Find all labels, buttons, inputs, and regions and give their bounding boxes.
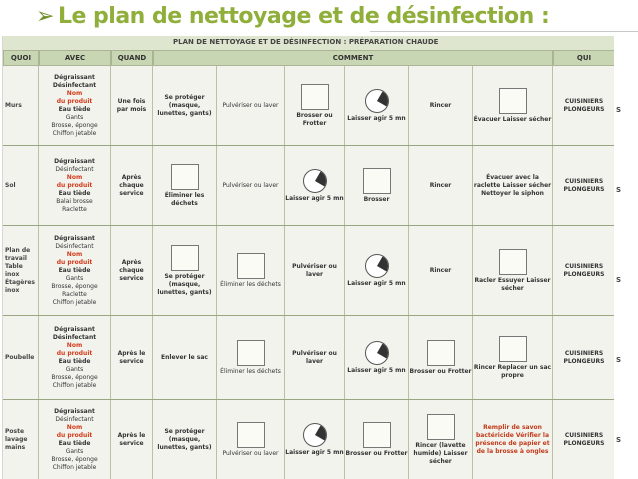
step-wait: Laisser agir 5 mn	[285, 146, 345, 225]
step-scrub: Brosser ou Frotter	[409, 316, 473, 399]
cleaning-plan-table	[2, 36, 615, 479]
sponge-icon	[427, 414, 455, 440]
row-qui: CUISINIERS PLONGEURS	[563, 349, 605, 365]
wall-scrub-icon	[301, 84, 329, 110]
row-qui: CUISINIERS PLONGEURS	[563, 262, 605, 278]
step-finish: Remplir de savon bactéricide Vérifier la présence de papier et de la brosse à ongles	[473, 400, 553, 479]
edge-letter: S	[616, 186, 622, 194]
timer-icon	[303, 423, 327, 447]
row-quoi: Sol	[3, 146, 39, 225]
row-qui: CUISINIERS PLONGEURS	[563, 97, 605, 113]
row-avec: Dégraissant Désinfectant Nom du produit Eau tiède Gants Brosse, éponge Raclette Chiffon jetable	[39, 226, 111, 315]
step-wait: Laisser agir 5 mn	[285, 400, 345, 479]
trash-icon	[237, 253, 265, 279]
step-discard: Éliminer les déchets	[217, 316, 285, 399]
step-remove-bag: Enlever le sac	[153, 316, 217, 399]
row-quand: Après le service	[111, 316, 153, 399]
edge-letter: S	[616, 106, 622, 114]
row-quand: Après le service	[111, 400, 153, 479]
bin-scrub-icon	[427, 340, 455, 366]
column-header-qui: QUI	[553, 50, 615, 66]
table-row	[3, 66, 615, 146]
step-spray: Pulvériser ou laver	[285, 226, 345, 315]
row-qui: CUISINIERS PLONGEURS	[563, 177, 605, 193]
table-row	[3, 400, 615, 479]
row-quoi: Murs	[3, 66, 39, 145]
row-quand: Après chaque service	[111, 226, 153, 315]
row-quoi: Plan de travail Table inox Étagères inox	[3, 226, 39, 315]
scraper-icon	[499, 249, 527, 275]
table-title: PLAN DE NETTOYAGE ET DE DÉSINFECTION : PRÉPARATION CHAUDE	[173, 38, 439, 46]
step-wait: Laisser agir 5 mn	[345, 66, 409, 145]
table-row	[3, 226, 615, 316]
edge-letter: S	[616, 356, 622, 364]
step-rinse: Rincer	[409, 146, 473, 225]
adjacent-page-edge	[614, 36, 638, 479]
step-spray: Pulvériser ou laver	[217, 146, 285, 225]
column-header-quand: QUAND	[111, 50, 153, 66]
row-quand: Après chaque service	[111, 146, 153, 225]
title-underline	[370, 31, 638, 32]
sink-scrub-icon	[363, 422, 391, 448]
row-quand: Une fois par mois	[111, 66, 153, 145]
step-finish: Évacuer Laisser sécher	[473, 66, 553, 145]
step-protect: Se protéger (masque, lunettes, gants)	[153, 66, 217, 145]
squeegee-icon	[499, 88, 527, 114]
step-finish: Rincer Replacer un sac propre	[473, 316, 553, 399]
step-spray: Pulvériser ou laver	[217, 66, 285, 145]
row-qui: CUISINIERS PLONGEURS	[563, 431, 605, 447]
gloves-icon	[171, 245, 199, 271]
trash-icon	[237, 340, 265, 366]
arrow-bullet-icon: ➢	[36, 4, 54, 29]
row-avec: Dégraissant Désinfectant Nom du produit Eau tiède Gants Brosse, éponge Chiffon jetable	[39, 316, 111, 399]
step-discard: Éliminer les déchets	[153, 146, 217, 225]
step-rinse: Rincer	[409, 226, 473, 315]
column-header-comment: COMMENT	[153, 50, 553, 66]
trash-icon	[171, 164, 199, 190]
edge-letter: S	[616, 436, 622, 444]
slide-title-text: Le plan de nettoyage et de désinfection :	[57, 4, 550, 29]
step-protect: Se protéger (masque, lunettes, gants)	[153, 400, 217, 479]
step-scrub: Brosser ou Frotter	[345, 400, 409, 479]
step-protect: Se protéger (masque, lunettes, gants)	[153, 226, 217, 315]
step-finish: Évacuer avec la raclette Laisser sécher Nettoyer le siphon	[473, 146, 553, 225]
column-header-quoi: QUOI	[3, 50, 39, 66]
timer-icon	[365, 254, 389, 278]
step-rinse: Rincer	[409, 66, 473, 145]
spray-icon	[237, 422, 265, 448]
bin-rinse-icon	[499, 336, 527, 362]
row-avec: Dégraissant Désinfectant Nom du produit Eau tiède Balai brosse Raclette	[39, 146, 111, 225]
table-row	[3, 316, 615, 400]
timer-icon	[365, 89, 389, 113]
table-header-band	[3, 36, 615, 51]
table-row	[3, 146, 615, 226]
timer-icon	[303, 169, 327, 193]
step-scrub: Brosser	[345, 146, 409, 225]
step-spray: Pulvériser ou laver	[285, 316, 345, 399]
step-wait: Laisser agir 5 mn	[345, 316, 409, 399]
row-quoi: Poubelle	[3, 316, 39, 399]
row-quoi: Poste lavage mains	[3, 400, 39, 479]
step-wait: Laisser agir 5 mn	[345, 226, 409, 315]
row-avec: Dégraissant Désinfectant Nom du produit Eau tiède Gants Brosse, éponge Chiffon jetable	[39, 400, 111, 479]
step-finish: Racler Essuyer Laisser sécher	[473, 226, 553, 315]
step-spray: Pulvériser ou laver	[217, 400, 285, 479]
row-avec: Dégraissant Désinfectant Nom du produit Eau tiède Gants Brosse, éponge Chiffon jetable	[39, 66, 111, 145]
timer-icon	[365, 341, 389, 365]
floor-scrub-icon	[363, 168, 391, 194]
step-rinse: Rincer (lavette humide) Laisser sécher	[409, 400, 473, 479]
step-discard: Éliminer les déchets	[217, 226, 285, 315]
column-header-avec: AVEC	[39, 50, 111, 66]
edge-letter: S	[616, 276, 622, 284]
step-scrub: Brosser ou Frotter	[285, 66, 345, 145]
